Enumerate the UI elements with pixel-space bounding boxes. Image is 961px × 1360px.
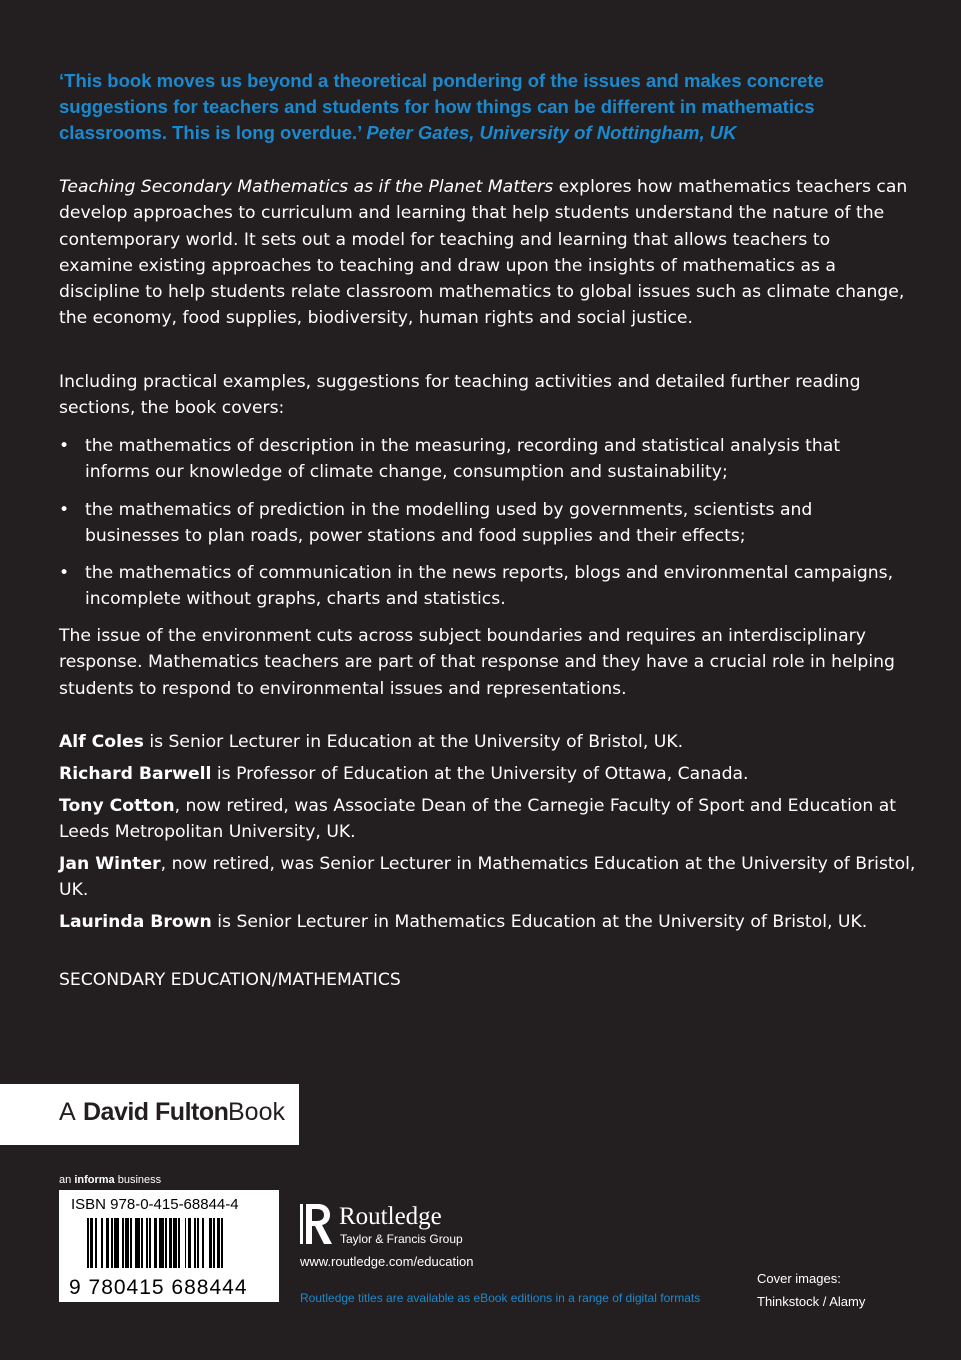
bullet-icon: • — [59, 436, 70, 456]
publisher-url[interactable]: www.routledge.com/education — [300, 1254, 474, 1269]
imprint-prefix: A — [59, 1098, 76, 1126]
barcode-bars — [87, 1218, 273, 1268]
barcode-bar — [169, 1218, 172, 1268]
barcode-digits: 9 780415 688444 — [69, 1276, 248, 1299]
description-paragraph-2: Including practical examples, suggestions for teaching activities and detailed further reading sections, the book covers: — [59, 372, 861, 419]
barcode-bar — [114, 1218, 119, 1268]
barcode-bar — [194, 1218, 196, 1268]
quote-text: ‘This book moves us beyond a theoretical pondering of the issues and makes concrete suggestions for teachers and students for how things can be different in mathematics classrooms. This is long overdue.’ — [59, 70, 824, 143]
barcode-bar — [149, 1218, 151, 1268]
endorsement-quote — [59, 68, 919, 146]
barcode-bar — [122, 1218, 124, 1268]
list-item: • the mathematics of communication in the news reports, blogs and environmental campaigns, incomplete without graphs, charts and statistics. — [59, 560, 909, 613]
barcode-bar — [125, 1218, 128, 1268]
barcode-bar — [217, 1218, 220, 1268]
imprint-banner — [0, 1084, 299, 1145]
author-bio: Jan Winter, now retired, was Senior Lecturer in Mathematics Education at the University of Bristol, UK. — [59, 854, 916, 901]
imprint-name: David Fulton — [83, 1098, 229, 1126]
publisher-name: Routledge — [339, 1203, 442, 1230]
barcode-bar — [197, 1218, 199, 1268]
barcode-bar — [202, 1218, 204, 1268]
barcode-bar — [101, 1218, 103, 1268]
barcode-bar — [154, 1218, 157, 1268]
barcode-bar — [146, 1218, 148, 1268]
barcode-bar — [213, 1218, 215, 1268]
author-name: Alf Coles — [59, 732, 144, 752]
barcode-bar — [90, 1218, 93, 1268]
barcode-bar — [87, 1218, 89, 1268]
barcode-bar — [185, 1218, 187, 1268]
author-bio: Richard Barwell is Professor of Education at the University of Ottawa, Canada. — [59, 764, 749, 784]
barcode-bar — [188, 1218, 191, 1268]
author-name: Laurinda Brown — [59, 912, 212, 932]
book-title: Teaching Secondary Mathematics as if the Planet Matters — [59, 177, 554, 197]
barcode-bar — [209, 1218, 212, 1268]
barcode-bar — [130, 1218, 132, 1268]
bullet-icon: • — [59, 499, 70, 520]
bullet-icon: • — [59, 563, 70, 584]
isbn-barcode — [59, 1190, 279, 1302]
cover-credit — [757, 1267, 865, 1313]
barcode-bar — [178, 1218, 180, 1268]
author-bio: Tony Cotton, now retired, was Associate Dean of the Carnegie Faculty of Sport and Education at Leeds Metropolitan University, UK. — [59, 796, 896, 843]
author-bio: Alf Coles is Senior Lecturer in Education at the University of Bristol, UK. — [59, 732, 684, 752]
isbn-label: ISBN 978-0-415-68844-4 — [71, 1196, 239, 1213]
barcode-bar — [106, 1218, 109, 1268]
author-bio: Laurinda Brown is Senior Lecturer in Mathematics Education at the University of Bristol, UK. — [59, 912, 868, 932]
description-paragraph-1 — [59, 174, 909, 332]
informa-logo: informa — [74, 1174, 115, 1186]
routledge-logo-icon — [300, 1200, 336, 1248]
list-item: • the mathematics of description in the measuring, recording and statistical analysis that informs our knowledge of climate change, consumption and sustainability; — [59, 433, 909, 486]
author-name: Richard Barwell — [59, 764, 212, 784]
barcode-bar — [165, 1218, 167, 1268]
cover-credit-source: Thinkstock / Alamy — [757, 1294, 866, 1309]
barcode-bar — [111, 1218, 113, 1268]
informa-line: an informa business — [59, 1174, 162, 1186]
barcode-bar — [159, 1218, 164, 1268]
subject-category: SECONDARY EDUCATION/MATHEMATICS — [59, 970, 401, 990]
author-name: Jan Winter — [59, 854, 161, 874]
description-paragraph-3: The issue of the environment cuts across subject boundaries and requires an interdisciplinary response. Mathematics teachers are part of that response and they have a crucial role in helping students to respond to environmental issues and representations. — [59, 626, 895, 699]
covers-list — [59, 433, 909, 624]
list-item: • the mathematics of prediction in the modelling used by governments, scientists and businesses to plan roads, power stations and food supplies and their effects; — [59, 497, 909, 550]
barcode-bar — [95, 1218, 97, 1268]
cover-credit-label: Cover images: — [757, 1271, 841, 1286]
barcode-bar — [173, 1218, 176, 1268]
barcode-bar — [141, 1218, 143, 1268]
description-p1-text: explores how mathematics teachers can develop approaches to curriculum and learning that help students understand the nature of the contemporary world. It sets out a model for teaching and learning that allows teachers to examine existing approaches to teaching and draw upon the insights of mathematics as a discipline to help students relate classroom mathematics to global issues such as climate change, the economy, food supplies, biodiversity, human rights and social justice. — [59, 177, 908, 329]
publisher-group: Taylor & Francis Group — [340, 1232, 463, 1246]
barcode-bar — [135, 1218, 140, 1268]
ebook-note: Routledge titles are available as eBook editions in a range of digital formats — [300, 1291, 701, 1305]
barcode-bar — [221, 1218, 223, 1268]
author-name: Tony Cotton — [59, 796, 175, 816]
imprint-suffix: Book — [228, 1098, 285, 1126]
quote-attribution: Peter Gates, University of Nottingham, UK — [366, 122, 737, 143]
